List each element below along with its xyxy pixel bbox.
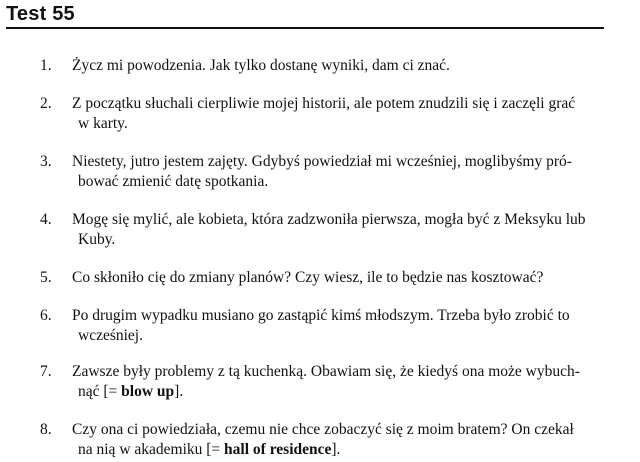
- item-text-line-1: Niestety, jutro jestem zajęty. Gdybyś powiedział mi wcześniej, moglibyśmy pró-: [72, 153, 572, 170]
- item-text-line-2: [78, 382, 183, 402]
- test-header: [6, 2, 606, 30]
- item-text-prefix: na nią w akademiku [=: [78, 441, 225, 458]
- item-text-suffix: ].: [331, 441, 341, 458]
- item-text-line-1: Zawsze były problemy z tą kuchenką. Obawiam się, że kiedyś ona może wybuch-: [72, 363, 580, 380]
- item-number: 1.: [40, 57, 52, 74]
- english-gloss: blow up: [121, 383, 175, 400]
- test-title: Test 55: [6, 3, 75, 25]
- item-number: 6.: [40, 307, 52, 324]
- item-text-line-1: Mogę się mylić, ale kobieta, która zadzwoniła pierwsza, mogła być z Meksyku lub: [72, 211, 586, 228]
- item-text-line-1: Po drugim wypadku musiano go zastąpić kimś młodszym. Trzeba było zrobić to: [72, 307, 570, 324]
- item-text-line-2: Kuby.: [78, 231, 116, 248]
- item-text-line-1: Co skłoniło cię do zmiany planów? Czy wiesz, ile to będzie nas kosztować?: [72, 269, 544, 286]
- header-rule: [6, 27, 604, 29]
- item-number: 5.: [40, 269, 52, 286]
- item-number: 3.: [40, 153, 52, 170]
- item-text-line-2: wcześniej.: [78, 327, 143, 344]
- item-text-line-2: bować zmienić datę spotkania.: [78, 173, 269, 190]
- item-text-prefix: nąć [=: [78, 383, 122, 400]
- item-number: 4.: [40, 211, 52, 228]
- item-text-line-2: [78, 440, 340, 460]
- item-text-line-1: Czy ona ci powiedziała, czemu nie chce zobaczyć się z moim bratem? On czekał: [72, 421, 574, 438]
- item-text-line-1: Z początku słuchali cierpliwie mojej historii, ale potem znudzili się i zaczęli grać: [72, 95, 576, 112]
- english-gloss: hall of residence: [224, 441, 332, 458]
- item-number: 2.: [40, 95, 52, 112]
- item-text-line-2: w karty.: [78, 115, 128, 132]
- item-number: 8.: [40, 421, 52, 438]
- item-text-line-1: Życz mi powodzenia. Jak tylko dostanę wyniki, dam ci znać.: [72, 57, 450, 74]
- item-text-suffix: ].: [174, 383, 184, 400]
- item-number: 7.: [40, 363, 52, 380]
